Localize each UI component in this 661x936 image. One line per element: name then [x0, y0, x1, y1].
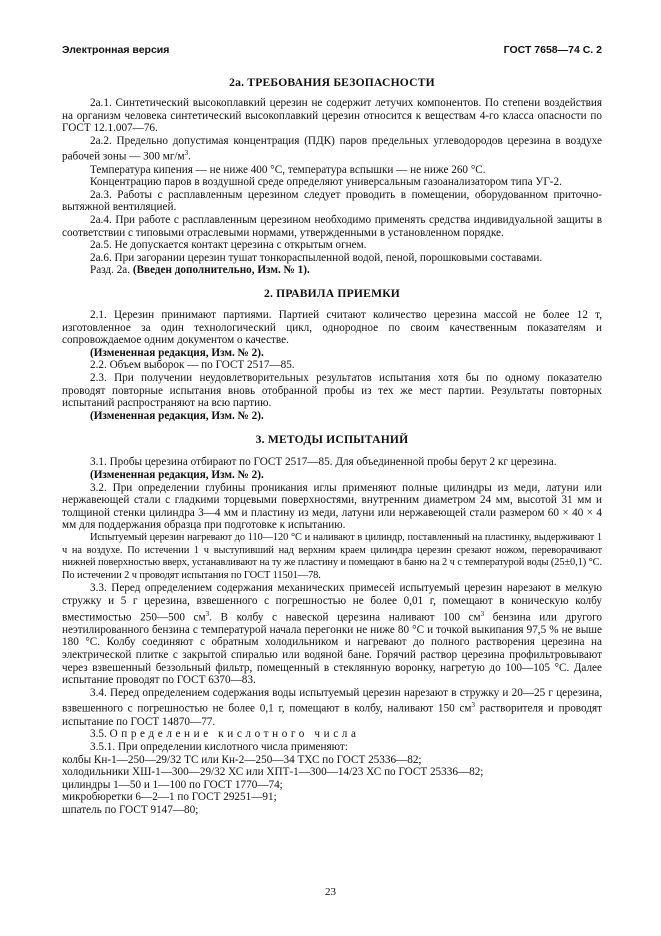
para-3-5-heading: 3.5. Определение кислотного числа: [90, 728, 360, 741]
para-3-1: 3.1. Пробы церезина отбирают по ГОСТ 2517—85. Для объединенной пробы берут 2 кг церезина.: [90, 456, 557, 469]
para-2a-4: 2а.4. При работе с расплавленным церезином необходимо применять средства индивидуальной защиты в соответствии с типовыми отраслевыми нормами, утвержденными в установленном порядке.: [62, 214, 602, 239]
section-3-title: 3. МЕТОДЫ ИСПЫТАНИЙ: [255, 433, 409, 447]
para-3-2-procedure: Испытуемый церезин нагревают до 110—120 °С и наливают в цилиндр, поставленный на пластинку, выдерживают 1 ч на воздухе. По истечении 1 ч выступивший над верхним краем цилиндра церезин срезают ножом, переворачивают нижней поверхностью вверх, устанавливают на ту же пластину и помещают в баню на 2 ч с температурой воды (25±0,1) °С. По истечении 2 ч проводят испытания по ГОСТ 11501—78.: [62, 531, 602, 581]
section-2a: [62, 76, 602, 277]
header-right: ГОСТ 7658—74 С. 2: [503, 44, 602, 56]
list-item: микробюретки 6—2—1 по ГОСТ 29251—91;: [62, 791, 277, 804]
amendment-note: (Измененная редакция, Изм. № 2).: [90, 346, 264, 359]
para-2a-6: 2а.6. При загорании церезин тушат тонкораспыленной водой, пеной, порошковыми составами.: [90, 251, 543, 264]
para-2a-boiling: Температура кипения — не ниже 400 °С, температура вспышки — не ниже 260 °С.: [90, 163, 486, 176]
para-2a-analyzer: Концентрацию паров в воздушной среде определяют универсальным газоанализатором типа УГ-2.: [90, 176, 562, 189]
section-2-title: 2. ПРАВИЛА ПРИЕМКИ: [263, 287, 401, 301]
para-2a-1: 2а.1. Синтетический высокоплавкий церезин не содержит летучих компонентов. По степени воздействия на организм человека синтетический высокоплавкий церезин относится к веществам 4-го класса опасности по ГОСТ 12.1.007—76.: [62, 97, 602, 135]
amendment-note: (Измененная редакция, Изм. № 2).: [90, 468, 264, 481]
page-number: 23: [325, 886, 336, 898]
para-2-3: 2.3. При получении неудовлетворительных результатов испытания хотя бы по одному показателю проводят повторные испытания вновь отобранной пробы из тех же мест партии. Результаты повторных испытаний распространяют на всю партию.: [62, 372, 602, 410]
para-3-3: 3.3. Перед определением содержания механических примесей испытуемый церезин нарезают в мелкую стружку и 5 г церезина, взвешенного с погрешностью не более 0,01 г, помещают в коническую колбу вместимостью 250—500 $см^3$. В колбу с навеской церезина наливают 100 $см^3$ бензина или другого неэтилированного бензина с температурой начала перегонки не ниже 80 °С и точкой выкипания 97,5 % не выше 180 °С. Колбу соединяют с обратным холодильником и нагревают до полного растворения церезина на электрической плитке с закрытой спиралью или водяной бане. Горячий раствор церезина профильтровывают через взвешенный беззольный фильтр, помещенный в стеклянную воронку, нагретую до 100—105 °С. Далее испытание проводят по ГОСТ 6370—83.: [62, 582, 602, 687]
para-3-2: 3.2. При определении глубины проникания иглы применяют полные цилиндры из меди, латуни или нержавеющей стали с гладкими торцевыми поверхностями, внутренним диаметром 24 мм, высотой 31 мм и толщиной стенки цилиндра 3—4 мм и пластину из меди, латуни или нержавеющей стали размером 60 × 40 × 4 мм для поддержания образца при подготовке к испытанию.: [62, 481, 602, 532]
document-page: [62, 44, 602, 816]
list-item: колбы Кн-1—250—29/32 ТС или Кн-2—250—34 ТХС по ГОСТ 25336—82;: [62, 753, 422, 766]
section-2a-title: 2а. ТРЕБОВАНИЯ БЕЗОПАСНОСТИ: [229, 76, 435, 89]
para-2a-2: 2а.2. Предельно допустимая концентрация (ПДК) паров предельных углеводородов церезина в воздухе рабочей зоны — 300 $мг/м^3$.: [62, 134, 602, 164]
running-header: [62, 44, 602, 62]
list-item: цилиндры 1—50 и 1—100 по ГОСТ 1770—74;: [62, 778, 283, 791]
amendment-note: (Измененная редакция, Изм. № 2).: [90, 409, 264, 422]
para-2a-3: 2а.3. Работы с расплавленным церезином следует проводить в помещении, оборудованном приточно-вытяжной вентиляцией.: [62, 188, 602, 214]
para-2a-5: 2а.5. Не допускается контакт церезина с открытым огнем.: [90, 239, 367, 252]
para-3-5-1: 3.5.1. При определении кислотного числа применяют:: [90, 740, 348, 753]
header-left: Электронная версия: [62, 44, 170, 56]
para-3-4: 3.4. Перед определением содержания воды испытуемый церезин нарезают в стружку и 20—25 г церезина, взвешенного с погрешностью не более 0,1 г, помещают в колбу, наливают 150 $см^3$ растворителя и проводят испытание по ГОСТ 14870—77.: [62, 686, 602, 728]
section-3: [62, 433, 602, 816]
list-item: холодильники ХШ-1—300—29/32 ХС или ХПТ-1—300—14/23 ХС по ГОСТ 25336—82;: [62, 766, 484, 779]
para-2a-note: Разд. 2а. (Введен дополнительно, Изм. № 1).: [90, 264, 310, 277]
list-item: шпатель по ГОСТ 9147—80;: [62, 803, 199, 816]
para-2-1: 2.1. Церезин принимают партиями. Партией считают количество церезина массой не более 12 т, изготовленное за один технологический цикл, однородное по своим качественным показателям и сопровождаемое одним документом о качестве.: [62, 309, 602, 347]
para-2-2: 2.2. Объем выборок — по ГОСТ 2517—85.: [90, 359, 295, 372]
section-2: [62, 287, 602, 422]
